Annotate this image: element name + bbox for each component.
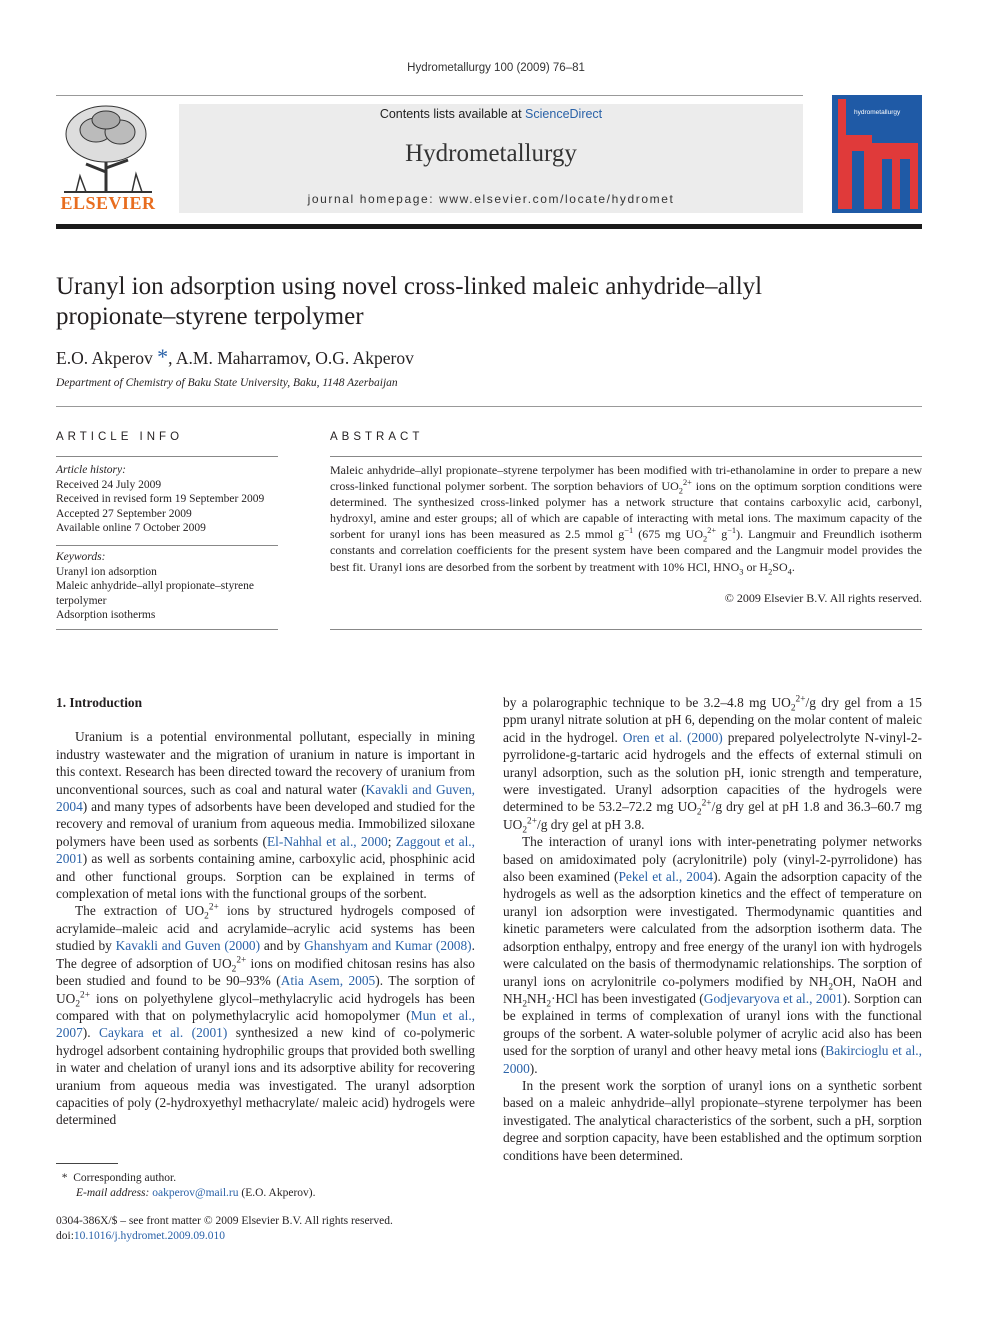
keyword-item: Maleic anhydride–allyl propionate–styrene	[56, 580, 254, 593]
keyword-item: terpolymer	[56, 594, 107, 607]
author-list	[56, 344, 414, 370]
journal-name: Hydrometallurgy	[405, 140, 577, 167]
author-rest: , A.M. Maharramov, O.G. Akperov	[168, 348, 414, 368]
citation-link[interactable]: Kavakli and Guven (2000)	[115, 938, 261, 954]
sciencedirect-link[interactable]: ScienceDirect	[525, 107, 603, 121]
citation-link[interactable]: Mun et al., 2007	[56, 1007, 476, 1041]
abstract-body: Maleic anhydride–allyl propionate–styrene terpolymer has been modified with tri-ethanolamine in order to prepare a new cross-linked functional polymer sorbent. The sorption behaviors of $UO_2^{2+}$ ions on the optimum sorption conditions were determined. The synthesized cross-linked polymer has a network structure that contains carboxylic acid, carbonyl, hydroxyl, amine and ester groups; all of which are capable of interacting with metal ions. The maximum capacity of the sorbent for uranyl ions has been measured as 2.5 mmol $g^{-1}$ (675 mg $UO_2^{2+}$ $g^{-1}$). Langmuir and Freundlich isotherm constants and correlation coefficients for the present system have been compared and the Langmuir model provides the best fit. Uranyl ions are desorbed from the sorbent by treatment with 10% HCl, $HNO_3$ or $H_2SO_4$.	[330, 463, 922, 576]
affiliation: Department of Chemistry of Baku State University, Baku, 1148 Azerbaijan	[56, 377, 398, 389]
header-rule	[56, 224, 922, 229]
section-heading-introduction: 1. Introduction	[56, 695, 143, 710]
divider	[56, 456, 278, 457]
keywords-label: Keywords:	[56, 551, 106, 563]
body-column-right	[503, 694, 922, 1164]
journal-header-box	[179, 104, 803, 213]
doi-link[interactable]: 10.1016/j.hydromet.2009.09.010	[73, 1229, 225, 1242]
author-email-link[interactable]: oakperov@mail.ru	[152, 1187, 239, 1199]
intro-paragraph-1: Uranium is a potential environmental pollutant, especially in mining industry wastewater and the migration of uranium in nature is important in this context. Research has been directed toward the recovery of uranium from unconventional sources, such as coal and natural water (Kavakli and Guven, 2004) and many types of adsorbents have been developed and studied for the recovery and removal of uranium from aqueous media. Immobilized siloxane polymers have been used as sorbents (El-Nahhal et al., 2000; Zaggout et al., 2001) as well as sorbents containing amine, carboxylic acid, phosphinic acid and other functional groups. Sorption can be explained in terms of complexation of metal ions with the functional groups of the sorbent.	[56, 729, 475, 902]
citation-link[interactable]: Ghanshyam and Kumar (2008)	[304, 938, 472, 954]
tree-icon	[56, 102, 160, 194]
elsevier-wordmark: ELSEVIER	[60, 193, 156, 213]
keyword-item: Uranyl ion adsorption	[56, 565, 157, 578]
abstract-heading: ABSTRACT	[330, 431, 424, 443]
intro-paragraph-2: The extraction of $UO_2^{2+}$ ions by structured hydrogels composed of acrylamide–maleic acid and acrylamide–acrylic acid systems has been studied by Kavakli and Guven (2000) and by Ghanshyam and Kumar (2008). The degree of adsorption of $UO_2^{2+}$ ions on modified chitosan resins has also been studied and found to be 90–93% (Atia Asem, 2005). The sorption of $UO_2^{2+}$ ions on polyethylene glycol–methylacrylic acid hydrogels has been compared with that on polymethylacrylic acid homopolymer (Mun et al., 2007). Caykara et al. (2001) synthesized a new kind of co-polymeric hydrogel adsorbent containing hydrophilic groups that provided both swelling in water and chelation of uranyl ions and its adsorptive ability for recovering uranium from aqueous media was investigated. The uranyl adsorption capacities of poly (2-hydroxyethyl methacrylate/ maleic acid) hydrogels were determined	[56, 903, 476, 1128]
title-line-2: propionate–styrene terpolymer	[56, 303, 364, 330]
header-top-rule	[56, 95, 803, 96]
cover-title: hydrometallurgy	[854, 109, 901, 116]
divider	[330, 456, 922, 457]
citation-link[interactable]: Zaggout et al., 2001	[56, 833, 475, 867]
journal-cover-thumbnail[interactable]	[832, 95, 922, 213]
front-matter	[56, 1214, 393, 1243]
article-history	[56, 463, 286, 536]
citation-link[interactable]: Caykara et al. (2001)	[99, 1025, 228, 1041]
email-label: E-mail address:	[76, 1187, 150, 1199]
keywords	[56, 550, 286, 623]
citation-link[interactable]: El-Nahhal et al., 2000	[266, 833, 388, 849]
history-label: Article history:	[56, 464, 126, 476]
citation-link[interactable]: Bakircioglu et al., 2000	[503, 1043, 922, 1076]
issn-line: 0304-386X/$ – see front matter © 2009 Elsevier B.V. All rights reserved.	[56, 1215, 393, 1227]
divider	[330, 629, 922, 630]
intro-paragraph-2-cont: by a polarographic technique to be 3.2–4.8 mg $UO_2^{2+}/g$ dry gel from a 15 ppm uranyl nitrate solution at pH 6, depending on the molar content of maleic acid in the hydrogel. Oren et al. (2000) prepared polyelectrolyte N-vinyl-2-pyrrolidone-g-tartaric acid hydrogels and the effects of external stimuli on uranyl adsorption, such as the solution pH, ionic strength and temperature, were investigated. Uranyl adsorption capacities of the hydrogels were determined to be 53.2–72.2 mg $UO_2^{2+}/g$ dry gel at pH 1.8 and 36.3–60.7 mg $UO_2^{2+}/g$ dry gel at pH 3.8.	[503, 694, 923, 836]
doi-label: doi:	[56, 1229, 74, 1242]
corresponding-author-footnote	[56, 1171, 315, 1201]
contents-prefix: Contents lists available at	[379, 107, 526, 121]
divider	[56, 545, 278, 546]
corresponding-author-star[interactable]: *	[157, 344, 169, 369]
paper-title	[56, 272, 856, 332]
footnote-corresponding: Corresponding author.	[73, 1172, 177, 1184]
footnote-rule	[56, 1163, 118, 1164]
author-first: E.O. Akperov	[56, 348, 153, 368]
citation-link[interactable]: Atia Asem, 2005	[280, 973, 376, 989]
citation-link[interactable]: Oren et al. (2000)	[622, 729, 723, 745]
history-online: Available online 7 October 2009	[56, 522, 206, 535]
elsevier-logo[interactable]	[56, 102, 160, 214]
footnote-star: *	[61, 1172, 68, 1184]
body-column-left	[56, 694, 475, 1129]
journal-citation: Hydrometallurgy 100 (2009) 76–81	[407, 62, 585, 74]
divider	[56, 406, 922, 407]
contents-line	[179, 107, 803, 121]
citation-link[interactable]: Godjevaryova et al., 2001	[703, 990, 843, 1006]
history-received: Received 24 July 2009	[56, 478, 162, 491]
history-revised: Received in revised form 19 September 2009	[56, 493, 265, 506]
citation-link[interactable]: Kavakli and Guven, 2004	[56, 781, 475, 815]
email-suffix: (E.O. Akperov).	[241, 1187, 316, 1199]
intro-paragraph-3: The interaction of uranyl ions with inter-penetrating polymer networks based on amidoximated poly (acrylonitrile) poly (vinyl-2-pyrrolidone) has also been examined (Pekel et al., 2004). Again the adsorption capacity of the hydrogels as well as the adsorption kinetics and the effect of temperature on uranyl ion adsorption were investigated. Thermodynamic quantities and kinetic parameters were calculated from the adsorption isotherm data. The adsorption enthalpy, entropy and free energy of the uranyl ion with hydrogels were calculated on the basis of thermodynamic relationships. The sorption of uranyl ions on acrylonitrile co-polymers modified by $NH_2OH$, NaOH and $NH_2NH_2\cdot HCl$ has been investigated (Godjevaryova et al., 2001). Sorption can be explained in terms of complexation of uranyl ions with the functional groups of the sorbent. A water-soluble polymer of acrylic acid also has been used for the sorption of uranyl and other heavy metal ions (Bakircioglu et al., 2000).	[503, 834, 923, 1076]
article-info-heading: ARTICLE INFO	[56, 431, 184, 443]
journal-homepage[interactable]: journal homepage: www.elsevier.com/locate/hydromet	[307, 192, 675, 206]
abstract-copyright: © 2009 Elsevier B.V. All rights reserved.	[724, 591, 922, 605]
divider	[56, 629, 278, 630]
title-line-1: Uranyl ion adsorption using novel cross-linked maleic anhydride–allyl	[56, 273, 763, 300]
citation-link[interactable]: Pekel et al., 2004	[618, 869, 714, 885]
history-accepted: Accepted 27 September 2009	[56, 507, 192, 520]
keyword-item: Adsorption isotherms	[56, 609, 156, 622]
intro-paragraph-4: In the present work the sorption of uranyl ions on a synthetic sorbent based on a maleic anhydride–allyl propionate–styrene terpolymer has been investigated. The analytical characteristics of the sorbent, such a pH, sorption degree and sorption capacity, have been established and the optimum sorption conditions have been determined.	[503, 1077, 922, 1163]
